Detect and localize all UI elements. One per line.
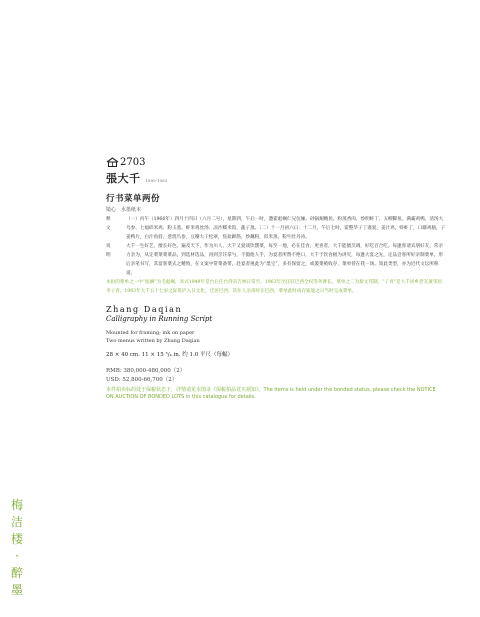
notes-text: 大千一生好艺，擅长好色，遍及天下，作为川人，大千又爱谈饮馔菜，每至一地，必在佳食，更喜者，大千能擅烹调，好吃百合吃。每逢客请宾朋好友，常亲力亲为，从定菜菜菜菜品，到选材选品，再到烹饪掌勺，不假他人手，为宴者所赞不绝口，大千于饮食极为讲究，每逢大宴之先，定品尝客所好亲制菜单，形后亲笔书写，其宴客菜式之精致，在文案中常菜备带，赴宴者视此为“墨宝”，多有保留之，或裝菜被收存，菜单曾在我一场。知此类型，亦为近代文坛所称道。 (126, 244, 443, 276)
artist-name-cn: 張大千 (106, 172, 141, 185)
notes-label: 说 明 (106, 244, 122, 258)
dimensions: 28 × 40 cm. 11 × 15 ³/₄ in. 约 1.0 平尺（每幅） (106, 352, 234, 358)
description-block (106, 215, 446, 296)
sidebar-char: 墨 (10, 583, 23, 597)
lot-title-cn: 行书菜单两份 (106, 194, 161, 204)
medium-en: Mounted for framing; ink on paper (106, 330, 195, 336)
artist-dates: 1899-1983 (145, 178, 168, 183)
estimate-usd: USD: 52,800-66,700（2） (106, 377, 178, 383)
artist-name-en: Zhang Daqian (106, 305, 183, 314)
content-en: Two menus written by Zhang Daqian (106, 338, 200, 344)
notes-green-row (106, 278, 446, 296)
transcription-text: （一）丙午（1966年）四月十四日（六月二号），星期四，午后一时，邀霍彪娴仁兄伉俪。砂锅焖鲍鱼、粉蒸香肉、炒明虾丁、五柳脚鱼、满霸鸡鸭、清汤大乌参、七福碎米鸡、粉玉蒸、虾米鸡丝汤、凉沙糯米饭、蔬子蒸。（二）十一月初六日：十二月，午后七时，霍整华子丁谨爱，姜汁鸡，虾虾丁，口蘑鸡脑，子姜鸭片，白汁鱼唇，葱烧鸟参，豆瓣大干松翠，焦盐蹄筋，炒藕粉，似米蒸，粉牛肚丹涛。 (126, 217, 446, 240)
sidebar-char: 梅 (10, 498, 23, 512)
sidebar-char: 洁 (10, 515, 23, 529)
estimate-rmb: RMB: 380,000-480,000（2） (106, 368, 186, 374)
mount-medium-cn: 镜心 水墨纸本 (106, 207, 142, 213)
bonded-notice: 本件拍卖标的处于保税状态下，详情请见本图录《保税拍品竞买须知》。The items is held under the bonded status, please check the NOTICE ON AUCTION OF BONDED LOTS in this catalogue for details. (106, 387, 436, 400)
notes-row (106, 242, 446, 278)
artist-row (106, 170, 446, 186)
transcription-label: 释 文 (106, 217, 122, 231)
transcription-row (106, 215, 446, 242)
lot-title-en: Calligraphy in Running Script (106, 315, 213, 323)
sidebar-char: · (15, 549, 19, 563)
lot-number: 2703 (120, 156, 146, 168)
sidebar-char: 醉 (10, 566, 23, 580)
sidebar-char: 楼 (10, 532, 23, 546)
bonded-lot-icon (106, 157, 119, 167)
lot-entry (106, 156, 446, 400)
lot-number-row (106, 156, 446, 168)
collection-sidebar-title (10, 497, 24, 599)
notes-green-text: 本拍的菜单之一中“彪娴”为毛彪娴，米式1949年是台后任台湾省吉林日常至。1963年出任驻巴西全权等务署长。菜单之二为蔡文邦制，“子青”是大千同乡老友兼邻居李子青。1963年大千五十七岁之际筑庐入日文化，迁居巴西，其住人亲弟时在巴西，菜单此时尚存迪迪之日当时完成菜单。 (106, 280, 442, 294)
